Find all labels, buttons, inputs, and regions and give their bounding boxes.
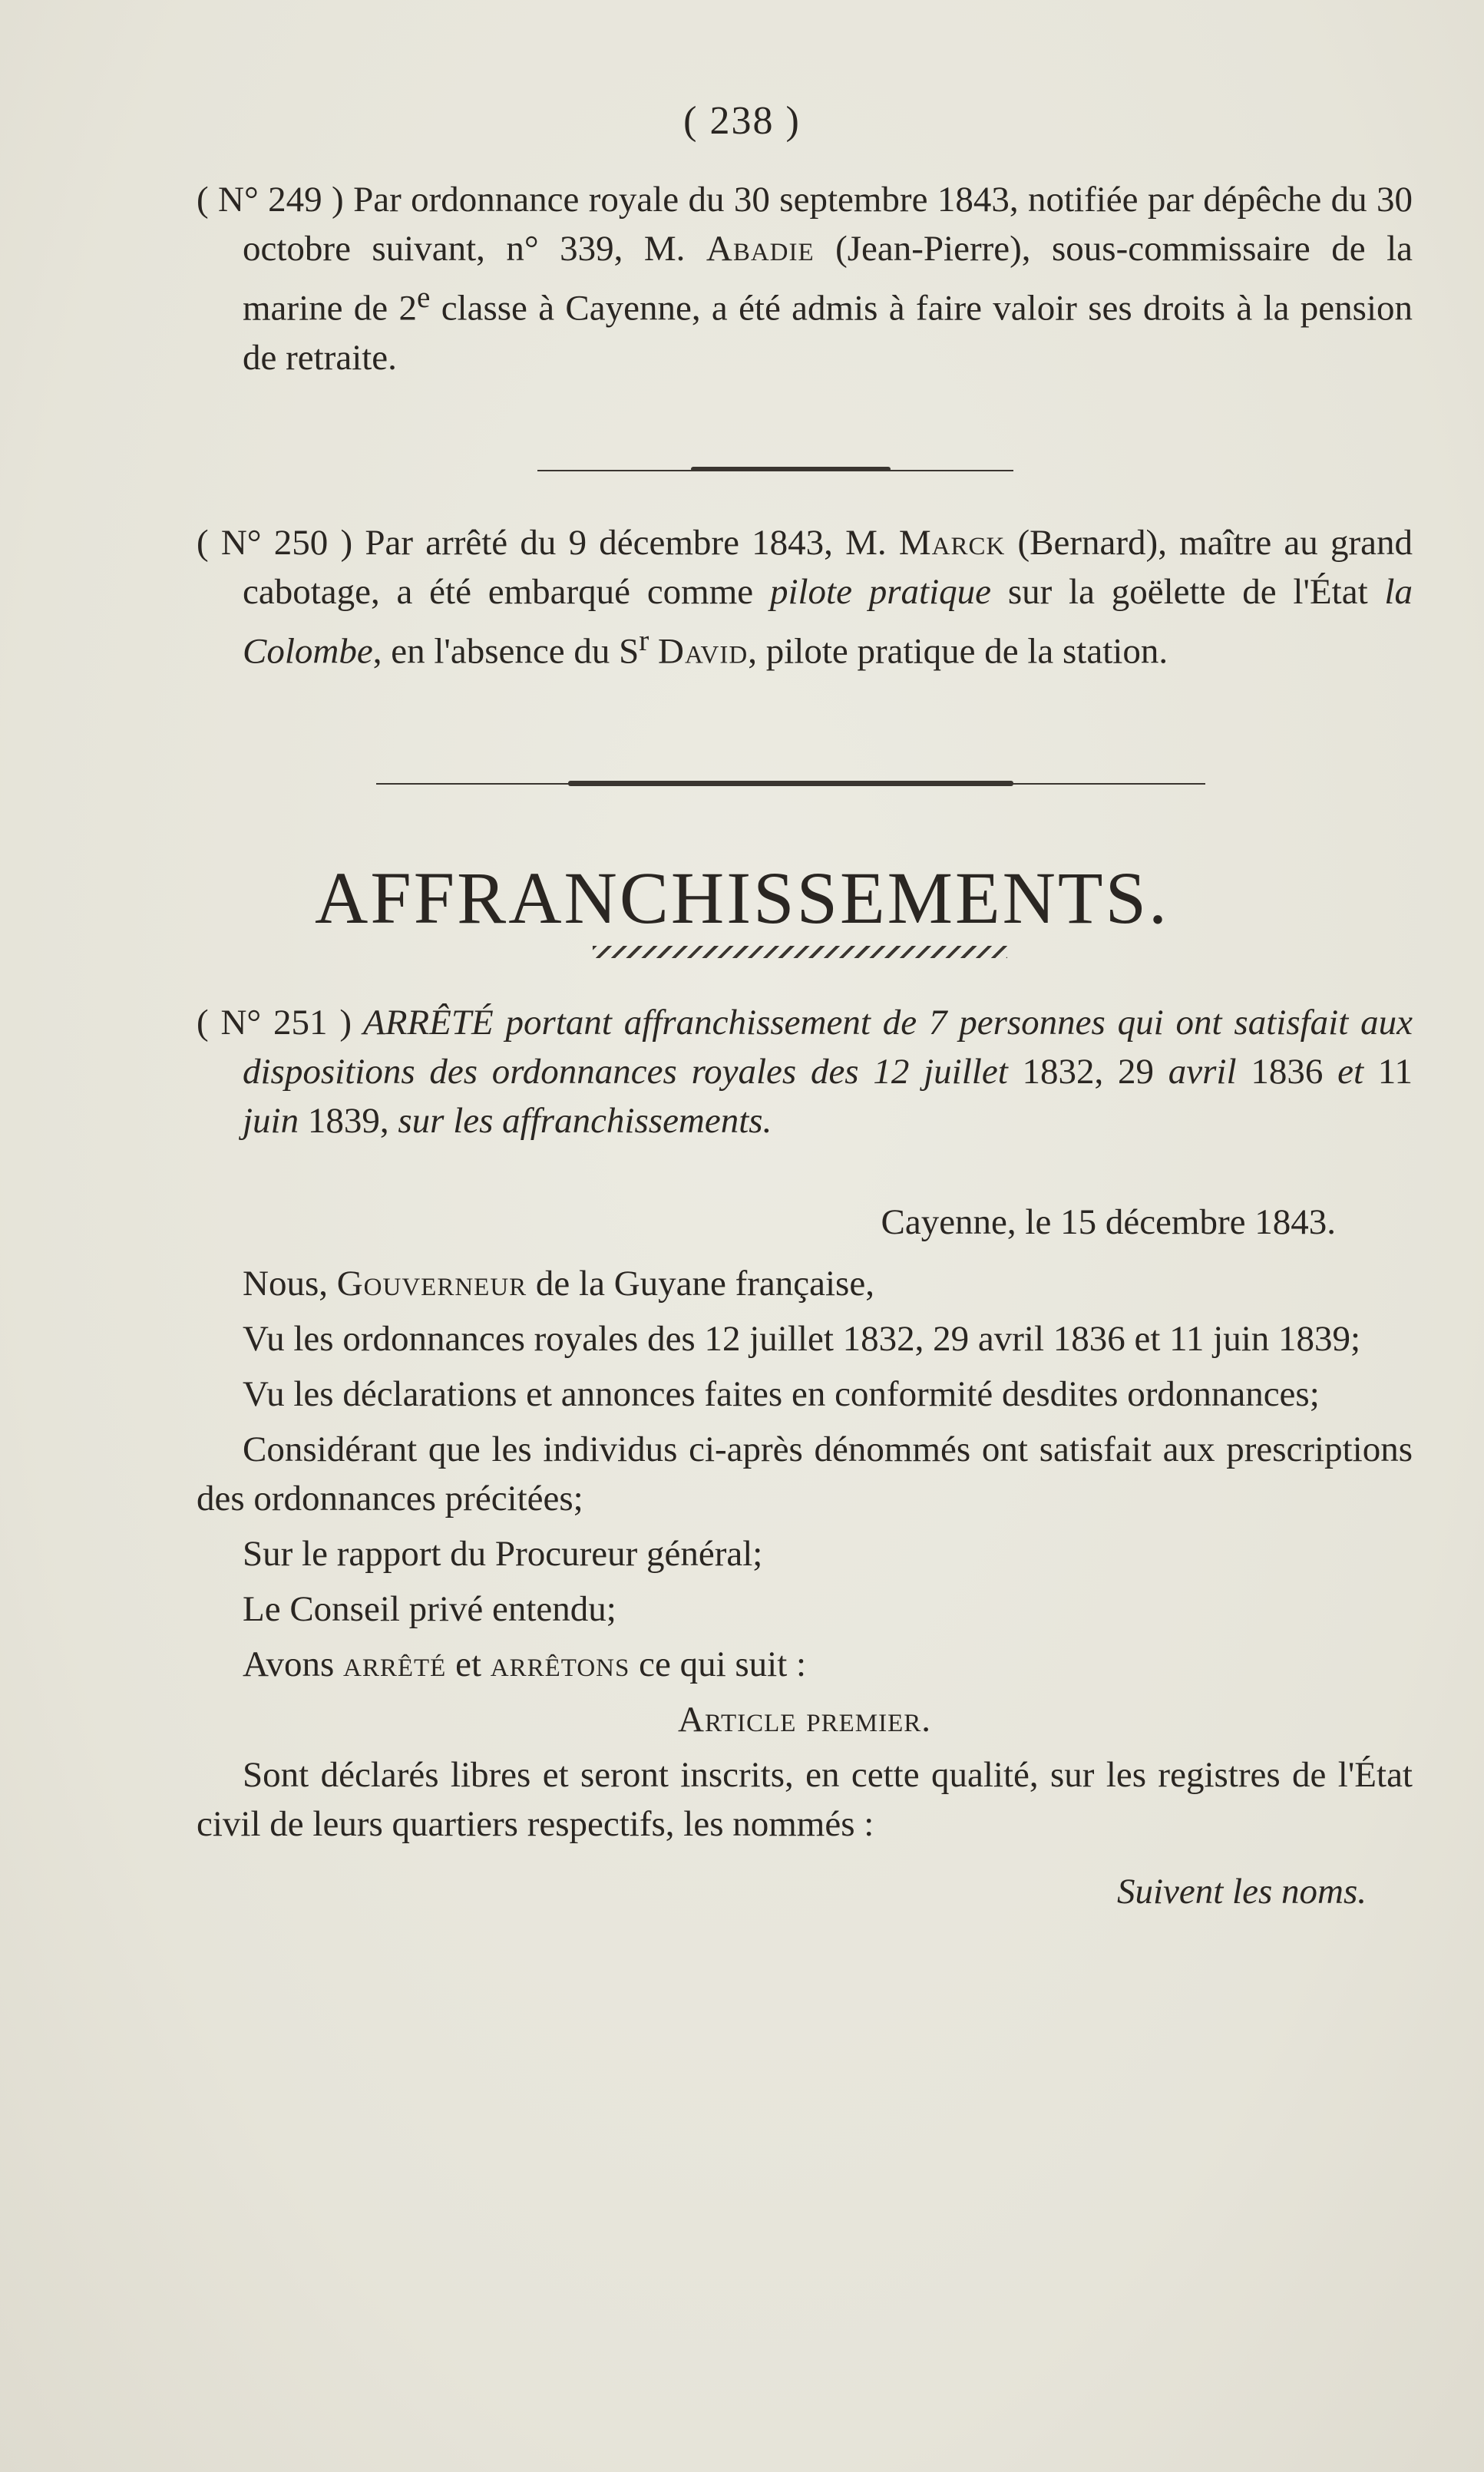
considerant: Considérant que les individus ci-après dénommés ont satisfait aux prescriptions des ordonnances précitées;: [197, 1429, 1413, 1519]
entry-250: [197, 518, 1413, 676]
suivent-les-noms: Suivent les noms.: [1116, 1872, 1367, 1912]
arretons-word: arrêtons: [490, 1644, 630, 1684]
section-heading: AFFRANCHISSEMENTS.: [315, 857, 1169, 939]
conseil-prive: Le Conseil privé entendu;: [243, 1589, 616, 1629]
sont-declares: Sont déclarés libres et seront inscrits, en cette qualité, sur les registres de l'État civil de leurs quartiers respectifs, les nommés :: [197, 1755, 1413, 1844]
avons-3: ce qui suit :: [630, 1644, 807, 1684]
vu-2: Vu les déclarations et annonces faites en conformité desdites ordonnances;: [243, 1374, 1320, 1414]
heading-ornament: [593, 946, 1007, 958]
entry-250-text-1: Par arrêté du 9 décembre 1843, M.: [352, 523, 899, 563]
entry-249-number: ( N° 249 ): [197, 180, 344, 220]
avons-arrete: [197, 1640, 1413, 1689]
entry-250-ital-2: la Colombe: [243, 572, 1413, 672]
gouverneur-word: Gouverneur: [336, 1264, 527, 1304]
entry-250-text-4: , en l'absence du S: [372, 631, 640, 672]
entry-250-text-6: , pilote pratique de la station.: [748, 631, 1168, 672]
entry-250-number: ( N° 250 ): [197, 523, 353, 563]
nous-rest: de la Guyane française,: [527, 1264, 874, 1304]
entry-249-name: Abadie: [706, 229, 815, 269]
entry-251-title-3: 1832, 29: [1007, 1052, 1168, 1092]
entry-250-sup: r: [639, 624, 649, 657]
nous-line: [197, 1259, 1413, 1308]
entry-251-title: [197, 998, 1413, 1145]
arrete-word: arrêté: [343, 1644, 447, 1684]
entry-249: [197, 175, 1413, 382]
entry-251-title-2: juillet: [924, 1052, 1008, 1092]
entry-250-text-3: sur la goëlette de l'État: [991, 572, 1385, 612]
entry-249-text-2: (Jean-Pierre), sous-commissaire de la marine de 2: [243, 229, 1413, 329]
entry-249-paragraph: [197, 175, 1413, 382]
vu-1: Vu les ordonnances royales des 12 juillet 1832, 29 avril 1836 et 11 juin 1839;: [243, 1319, 1361, 1359]
article-heading: Article premier.: [678, 1700, 931, 1740]
entry-251-title-4: avril: [1168, 1052, 1237, 1092]
entry-249-text-1: Par ordonnance royale du 30 septembre 1843, notifiée par dépêche du 30 octobre suivant, n° 339, M.: [243, 180, 1413, 269]
entry-251-title-9: 1839,: [299, 1101, 398, 1141]
entry-249-text-3: classe à Cayenne, a été admis à faire valoir ses droits à la pension de retraite.: [243, 288, 1413, 378]
entry-250-text-5: [649, 632, 658, 672]
entry-249-sup: e: [416, 281, 431, 314]
entry-250-text-2: (Bernard), maître au grand cabotage, a été embarqué comme: [243, 523, 1413, 612]
entry-251-title-1: ARRÊTÉ portant affranchissement de 7 personnes qui ont satisfait aux dispositions des ordonnances royales des 12: [243, 1003, 1413, 1092]
dateline: Cayenne, le 15 décembre 1843.: [881, 1202, 1336, 1242]
avons-1: Avons: [243, 1644, 343, 1684]
entry-251-title-10: sur les affranchissements.: [398, 1101, 772, 1141]
entry-250-paragraph: [197, 518, 1413, 676]
entry-251-title-7: 11: [1363, 1052, 1413, 1092]
entry-251-title-6: et: [1337, 1052, 1363, 1092]
divider-rule-2-accent: [568, 781, 1013, 786]
body-text: [197, 1259, 1413, 1916]
entry-251-title-8: juin: [243, 1101, 299, 1141]
entry-251-number: ( N° 251 ): [197, 1003, 352, 1043]
sur-le-rapport: Sur le rapport du Procureur général;: [243, 1534, 763, 1574]
entry-250-name: Marck: [898, 523, 1006, 563]
entry-250-name-2: David: [658, 631, 749, 672]
divider-rule-1-accent: [691, 467, 891, 471]
avons-2: et: [446, 1644, 491, 1684]
page-number: ( 238 ): [683, 99, 801, 143]
entry-251: [197, 998, 1413, 1145]
entry-251-title-5: 1836: [1236, 1052, 1338, 1092]
nous-word: Nous,: [243, 1264, 337, 1304]
entry-250-ital-1: pilote pratique: [769, 572, 992, 612]
